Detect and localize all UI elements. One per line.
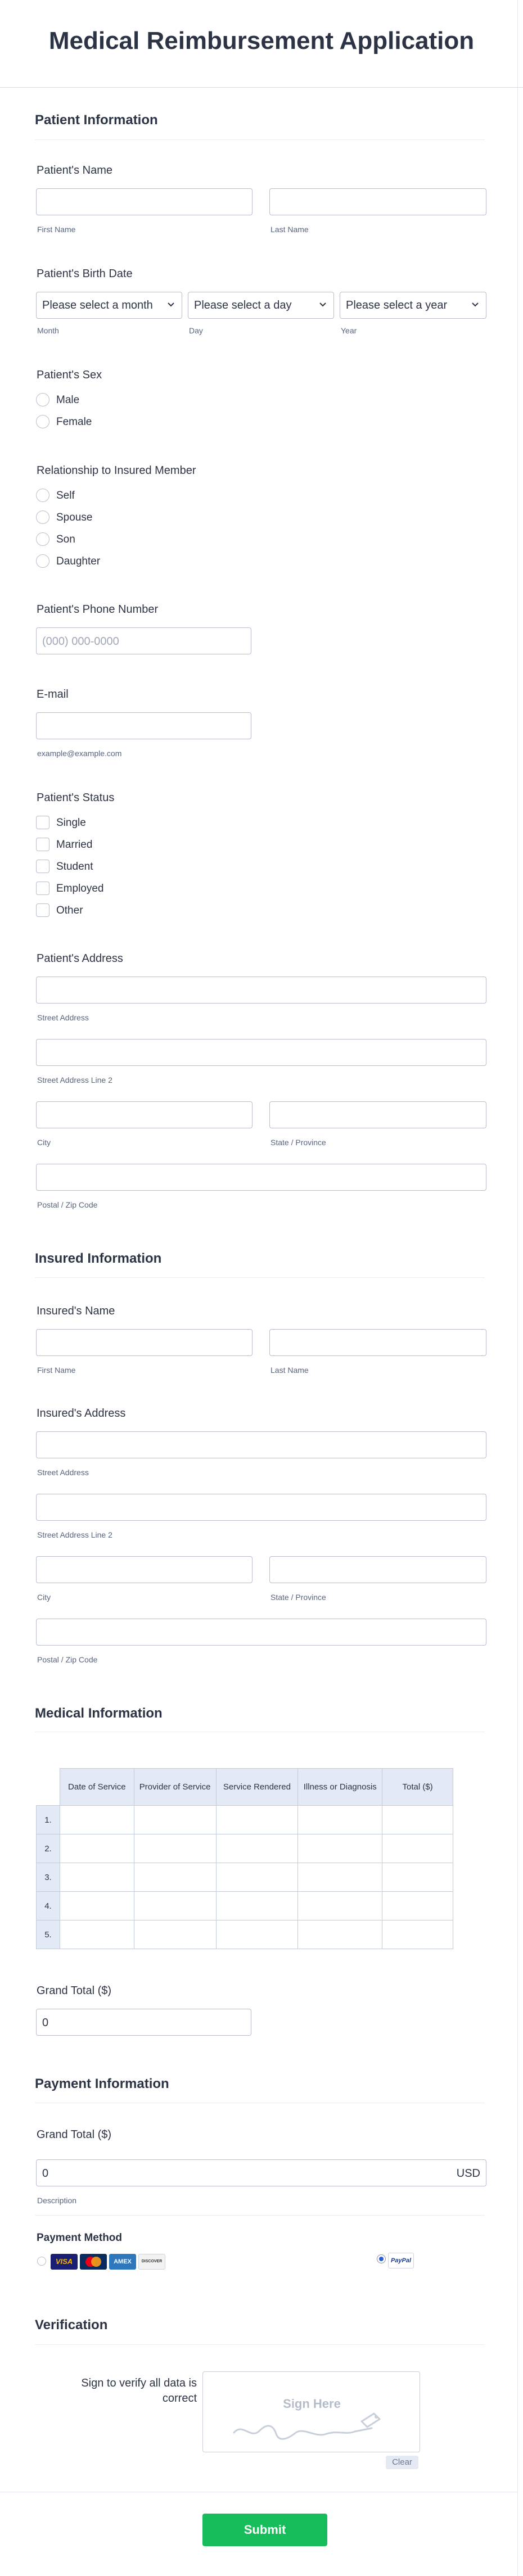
radio-label: Daughter — [56, 555, 101, 567]
insured-last-name-input[interactable] — [269, 1329, 486, 1356]
radio-paypal[interactable] — [377, 2254, 386, 2263]
patient-birth-label: Patient's Birth Date — [37, 268, 133, 280]
paypal-logo-icon: PayPal — [388, 2253, 414, 2268]
sign-here-placeholder: Sign Here — [283, 2397, 341, 2411]
first-name-sublabel: First Name — [37, 225, 76, 234]
section-divider — [35, 1277, 485, 1278]
table-cell[interactable] — [60, 1892, 134, 1920]
row-label: 4. — [37, 1892, 60, 1920]
insured-first-name-input[interactable] — [36, 1329, 253, 1356]
insured-zip-input[interactable] — [36, 1619, 486, 1646]
patient-name-label: Patient's Name — [37, 164, 112, 177]
table-cell[interactable] — [298, 1892, 382, 1920]
column-header: Total ($) — [382, 1769, 453, 1806]
patient-address-label: Patient's Address — [37, 952, 123, 965]
mastercard-card-icon — [80, 2254, 107, 2270]
chevron-down-icon — [319, 300, 327, 308]
zip-sublabel: Postal / Zip Code — [37, 1655, 98, 1664]
street-sublabel: Street Address — [37, 1013, 89, 1022]
radio-son[interactable] — [36, 532, 49, 546]
patient-street-input[interactable] — [36, 977, 486, 1004]
table-cell[interactable] — [134, 1834, 216, 1863]
city-sublabel: City — [37, 1593, 51, 1602]
row-label: 3. — [37, 1863, 60, 1892]
page-right-border — [517, 0, 518, 2576]
table-cell[interactable] — [382, 1892, 453, 1920]
radio-self[interactable] — [36, 489, 49, 502]
patient-first-name-input[interactable] — [36, 188, 253, 215]
section-title-payment: Payment Information — [35, 2076, 169, 2091]
email-input[interactable] — [36, 712, 251, 739]
column-header: Service Rendered — [216, 1769, 298, 1806]
radio-daughter[interactable] — [36, 554, 49, 568]
phone-input[interactable] — [36, 627, 251, 654]
checkbox-employed[interactable] — [36, 882, 49, 895]
payment-total-input[interactable] — [36, 2159, 486, 2186]
status-label: Patient's Status — [37, 792, 115, 804]
relationship-label: Relationship to Insured Member — [37, 464, 196, 477]
discover-card-icon: DISCOVER — [138, 2254, 165, 2270]
radio-male[interactable] — [36, 393, 49, 406]
table-cell[interactable] — [60, 1920, 134, 1949]
mastercard-logo-icon — [80, 2254, 107, 2270]
insured-street2-input[interactable] — [36, 1494, 486, 1521]
checkbox-single[interactable] — [36, 816, 49, 829]
phone-label: Patient's Phone Number — [37, 603, 159, 616]
checkbox-label: Student — [56, 861, 93, 873]
submit-button[interactable]: Submit — [202, 2514, 327, 2546]
row-label: 1. — [37, 1806, 60, 1834]
patient-sex-label: Patient's Sex — [37, 369, 102, 381]
table-row — [37, 1834, 453, 1863]
table-cell[interactable] — [134, 1892, 216, 1920]
insured-state-input[interactable] — [269, 1556, 486, 1583]
birth-year-value: Please select a year — [346, 299, 448, 311]
street2-sublabel: Street Address Line 2 — [37, 1075, 112, 1084]
table-corner — [37, 1769, 60, 1806]
table-cell[interactable] — [134, 1920, 216, 1949]
section-title-medical: Medical Information — [35, 1706, 163, 1721]
table-cell[interactable] — [60, 1806, 134, 1834]
table-cell[interactable] — [216, 1834, 298, 1863]
day-sublabel: Day — [189, 326, 203, 335]
radio-selected-dot — [379, 2257, 384, 2261]
radio-label: Self — [56, 490, 75, 501]
section-title-verification: Verification — [35, 2317, 108, 2333]
table-cell[interactable] — [298, 1834, 382, 1863]
table-cell[interactable] — [298, 1863, 382, 1892]
radio-female[interactable] — [36, 415, 49, 428]
radio-credit-card[interactable] — [37, 2257, 46, 2266]
table-cell[interactable] — [216, 1892, 298, 1920]
title-divider — [0, 87, 523, 88]
form-title: Medical Reimbursement Application — [48, 27, 475, 55]
patient-zip-input[interactable] — [36, 1164, 486, 1191]
signature-label: Sign to verify all data is correct — [81, 2377, 197, 2405]
row-label: 2. — [37, 1834, 60, 1863]
payment-total-label: Grand Total ($) — [37, 2128, 112, 2141]
table-cell[interactable] — [382, 1920, 453, 1949]
city-sublabel: City — [37, 1138, 51, 1147]
grand-total-input[interactable] — [36, 2009, 251, 2036]
table-cell[interactable] — [298, 1806, 382, 1834]
street-sublabel: Street Address — [37, 1468, 89, 1477]
checkbox-label: Other — [56, 905, 83, 916]
email-label: E-mail — [37, 688, 69, 701]
table-row — [37, 1806, 453, 1834]
state-sublabel: State / Province — [270, 1138, 326, 1147]
street2-sublabel: Street Address Line 2 — [37, 1530, 112, 1539]
month-sublabel: Month — [37, 326, 59, 335]
description-sublabel: Description — [37, 2196, 77, 2205]
birth-month-value: Please select a month — [42, 299, 153, 311]
checkbox-label: Married — [56, 839, 93, 851]
insured-address-label: Insured's Address — [37, 1407, 126, 1420]
clear-signature-button[interactable]: Clear — [386, 2456, 418, 2469]
section-title-insured: Insured Information — [35, 1251, 162, 1266]
section-divider — [35, 2215, 485, 2216]
medical-services-table — [36, 1768, 453, 1949]
column-header: Date of Service — [60, 1769, 134, 1806]
table-cell[interactable] — [382, 1806, 453, 1834]
column-header: Provider of Service — [134, 1769, 216, 1806]
section-title-patient: Patient Information — [35, 112, 158, 128]
radio-spouse[interactable] — [36, 510, 49, 524]
patient-state-input[interactable] — [269, 1101, 486, 1128]
birth-year-select[interactable] — [340, 292, 486, 319]
payment-method-label: Payment Method — [37, 2232, 123, 2244]
birth-day-value: Please select a day — [194, 299, 292, 311]
section-divider — [35, 2344, 485, 2345]
table-cell[interactable] — [60, 1863, 134, 1892]
state-sublabel: State / Province — [270, 1593, 326, 1602]
checkbox-label: Single — [56, 817, 86, 829]
birth-day-select[interactable] — [188, 292, 334, 319]
row-label: 5. — [37, 1920, 60, 1949]
table-cell[interactable] — [134, 1806, 216, 1834]
table-cell[interactable] — [382, 1834, 453, 1863]
insured-street-input[interactable] — [36, 1431, 486, 1458]
patient-last-name-input[interactable] — [269, 188, 486, 215]
amex-card-icon: AMEX — [109, 2254, 136, 2270]
radio-label: Son — [56, 534, 75, 545]
table-cell[interactable] — [216, 1920, 298, 1949]
table-cell[interactable] — [382, 1863, 453, 1892]
first-name-sublabel: First Name — [37, 1366, 76, 1375]
checkbox-student[interactable] — [36, 860, 49, 873]
checkbox-label: Employed — [56, 883, 104, 894]
table-cell[interactable] — [216, 1806, 298, 1834]
visa-card-icon: VISA — [51, 2254, 78, 2270]
checkbox-other[interactable] — [36, 903, 49, 917]
patient-street2-input[interactable] — [36, 1039, 486, 1066]
column-header: Illness or Diagnosis — [298, 1769, 382, 1806]
grand-total-label: Grand Total ($) — [37, 1985, 112, 1997]
grand-total-value: 0 — [42, 2017, 49, 2029]
chevron-down-icon — [167, 300, 175, 308]
table-cell[interactable] — [134, 1863, 216, 1892]
last-name-sublabel: Last Name — [270, 1366, 309, 1375]
birth-month-select[interactable] — [36, 292, 182, 319]
table-row — [37, 1863, 453, 1892]
patient-city-input[interactable] — [36, 1101, 253, 1128]
table-row — [37, 1920, 453, 1949]
radio-label: Male — [56, 394, 80, 406]
table-cell[interactable] — [60, 1834, 134, 1863]
zip-sublabel: Postal / Zip Code — [37, 1200, 98, 1209]
last-name-sublabel: Last Name — [270, 225, 309, 234]
radio-label: Female — [56, 416, 92, 428]
insured-name-label: Insured's Name — [37, 1305, 115, 1317]
table-cell[interactable] — [298, 1920, 382, 1949]
payment-total-value: 0 — [42, 2167, 49, 2180]
chevron-down-icon — [471, 300, 479, 308]
email-sublabel: example@example.com — [37, 749, 122, 758]
table-row — [37, 1892, 453, 1920]
signature-pad[interactable] — [202, 2371, 420, 2452]
currency-label: USD — [456, 2167, 480, 2180]
year-sublabel: Year — [341, 326, 357, 335]
radio-label: Spouse — [56, 512, 93, 523]
phone-placeholder: (000) 000-0000 — [42, 635, 119, 648]
table-cell[interactable] — [216, 1863, 298, 1892]
section-divider — [35, 139, 485, 140]
insured-city-input[interactable] — [36, 1556, 253, 1583]
checkbox-married[interactable] — [36, 838, 49, 851]
signature-scribble-icon — [231, 2406, 400, 2445]
